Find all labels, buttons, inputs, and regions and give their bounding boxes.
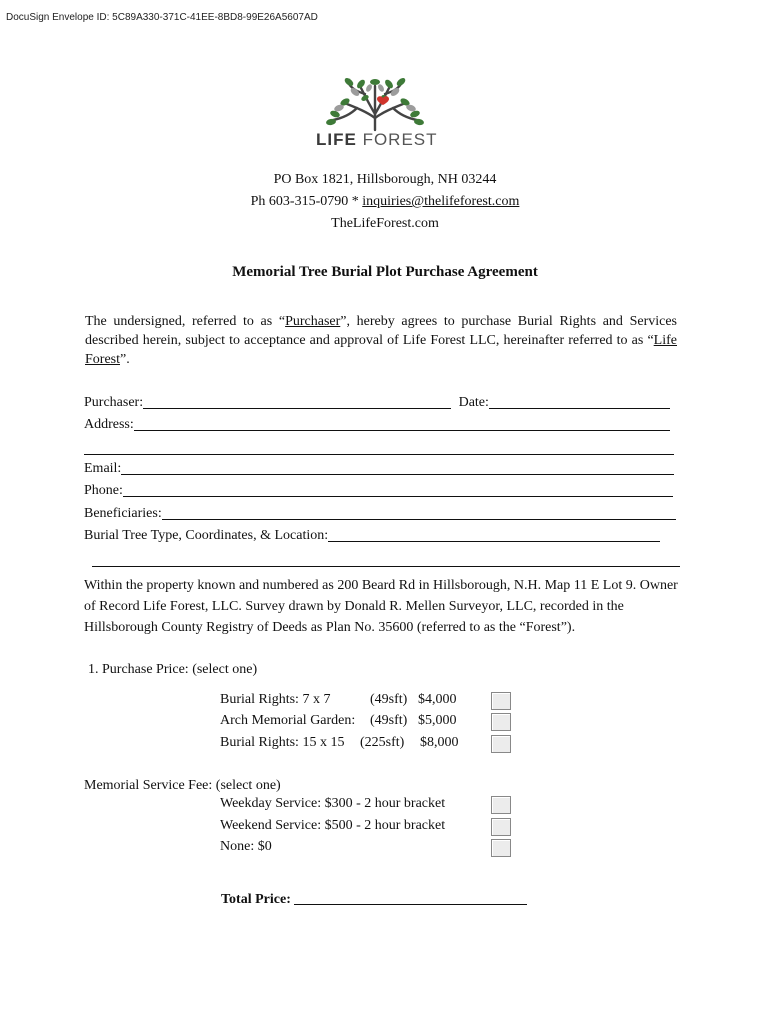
price-option-2-checkbox[interactable] — [491, 713, 511, 731]
price-option-3-name: Burial Rights: 15 x 15 — [220, 735, 345, 750]
price-option-2-size: (49sft) — [370, 713, 408, 728]
price-option-2-name: Arch Memorial Garden: — [220, 713, 356, 728]
service-option-3: None: $0 — [220, 839, 272, 854]
total-price-label: Total Price: — [221, 892, 295, 907]
logo-word-forest: FOREST — [362, 130, 438, 149]
price-option-1-name: Burial Rights: 7 x 7 — [220, 692, 331, 707]
purchaser-input-line[interactable] — [143, 394, 451, 409]
price-option-3-checkbox[interactable] — [491, 735, 511, 753]
price-option-1-price: $4,000 — [418, 692, 457, 707]
logo-word-life: LIFE — [316, 130, 357, 149]
price-option-1 — [220, 692, 470, 708]
document-title: Memorial Tree Burial Plot Purchase Agreement — [232, 264, 538, 280]
intro-text-1: The undersigned, referred to as “ — [85, 314, 286, 329]
website-line: TheLifeForest.com — [331, 216, 439, 231]
email-link[interactable]: inquiries@thelifeforest.com — [362, 194, 520, 209]
date-label: Date: — [458, 395, 489, 410]
burial-tree-label: Burial Tree Type, Coordinates, & Location: — [84, 528, 329, 543]
beneficiaries-field — [84, 504, 676, 524]
address-label: Address: — [84, 417, 134, 432]
service-option-1: Weekday Service: $300 - 2 hour bracket — [220, 796, 446, 811]
intro-text-3: ”. — [120, 352, 130, 367]
address-line: PO Box 1821, Hillsborough, NH 03244 — [273, 172, 497, 187]
address-second-line[interactable] — [84, 454, 674, 455]
service-option-1-checkbox[interactable] — [491, 796, 511, 814]
purchaser-term: Purchaser — [285, 314, 341, 329]
service-option-3-checkbox[interactable] — [491, 839, 511, 857]
service-option-2: Weekend Service: $500 - 2 hour bracket — [220, 818, 446, 833]
beneficiaries-label: Beneficiaries: — [84, 506, 162, 521]
life-forest-term: Life Forest — [85, 333, 677, 367]
price-option-1-checkbox[interactable] — [491, 692, 511, 710]
phone-input-line[interactable] — [123, 482, 673, 497]
phone-text: Ph 603-315-0790 * — [250, 194, 363, 209]
total-price-input-line[interactable] — [294, 890, 527, 905]
price-option-2 — [220, 713, 470, 729]
date-input-line[interactable] — [489, 394, 670, 409]
purchaser-label: Purchaser: — [84, 395, 144, 410]
intro-paragraph — [85, 312, 677, 369]
logo-wordmark — [316, 130, 438, 150]
email-input-line[interactable] — [121, 460, 674, 475]
property-paragraph: Within the property known and numbered as 200 Beard Rd in Hillsborough, N.H. Map 11 E Lot 9. Owner of Record Life Forest, LLC. Survey drawn by Donald R. Mellen Surveyor, LLC, recorded in the Hillsborough County Registry of Deeds as Plan No. 35600 (referred to as the “Forest”). — [84, 578, 678, 635]
price-option-3 — [220, 735, 470, 751]
burial-tree-input-line[interactable] — [328, 527, 660, 542]
email-field — [84, 459, 674, 479]
price-option-3-price: $8,000 — [420, 735, 459, 750]
burial-tree-field — [84, 526, 660, 546]
phone-label: Phone: — [84, 483, 123, 498]
burial-tree-second-line[interactable] — [92, 566, 680, 567]
service-fee-heading: Memorial Service Fee: (select one) — [84, 778, 281, 793]
beneficiaries-input-line[interactable] — [162, 505, 676, 520]
price-option-1-size: (49sft) — [370, 692, 408, 707]
purchase-price-heading: 1. Purchase Price: (select one) — [88, 662, 258, 677]
price-option-3-size: (225sft) — [360, 735, 405, 750]
address-field — [84, 415, 670, 435]
email-label: Email: — [84, 461, 122, 476]
phone-field — [84, 481, 673, 501]
intro-text-2: ”, hereby agrees to purchase Burial Rights and Services described herein, subject to acceptance and approval of Life Forest LLC, hereinafter referred to as “ — [85, 314, 677, 348]
purchaser-field — [84, 393, 670, 413]
address-input-line[interactable] — [134, 416, 670, 431]
total-price-field — [221, 890, 527, 908]
price-option-2-price: $5,000 — [418, 713, 457, 728]
contact-line — [0, 194, 770, 210]
service-option-2-checkbox[interactable] — [491, 818, 511, 836]
docusign-envelope-id: DocuSign Envelope ID: 5C89A330-371C-41EE-8BD8-99E26A5607AD — [6, 12, 318, 23]
